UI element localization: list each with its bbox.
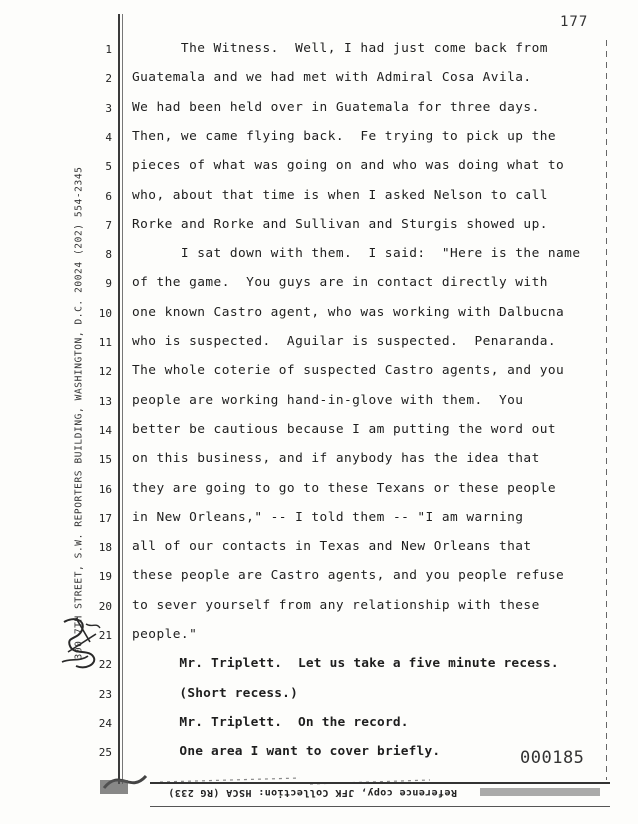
line-number: 23 — [98, 688, 112, 701]
transcript-line: they are going to go to these Texans or these people — [132, 481, 557, 496]
transcript-line: who is suspected. Aguilar is suspected. Penaranda. — [132, 334, 557, 349]
transcript-line: Then, we came flying back. Fe trying to pick up the — [132, 129, 557, 144]
line-number: 19 — [98, 570, 112, 583]
transcript-line: to sever yourself from any relationship with these — [132, 598, 540, 613]
line-number: 20 — [98, 600, 112, 613]
line-number: 7 — [105, 219, 112, 232]
line-number: 12 — [98, 365, 112, 378]
line-number: 15 — [98, 453, 112, 466]
reference-stamp: Reference copy, JFK Collection: HSCA (RG 233) — [168, 787, 457, 798]
transcript-line: One area I want to cover briefly. — [132, 744, 441, 759]
transcript-line: Mr. Triplett. On the record. — [132, 715, 409, 730]
line-number: 4 — [105, 131, 112, 144]
transcript-line: these people are Castro agents, and you people refuse — [132, 568, 565, 583]
left-margin-rule — [118, 14, 120, 784]
line-number: 13 — [98, 395, 112, 408]
transcript-line: We had been held over in Guatemala for three days. — [132, 100, 540, 115]
reporter-imprint: 300 7TH STREET, S.W. REPORTERS BUILDING, WASHINGTON, D.C. 20024 (202) 554-2345 — [73, 166, 85, 660]
transcript-line: The Witness. Well, I had just come back from — [132, 41, 548, 56]
transcript-line: of the game. You guys are in contact directly with — [132, 275, 548, 290]
line-number: 10 — [98, 307, 112, 320]
transcript-line: Guatemala and we had met with Admiral Cosa Avila. — [132, 70, 532, 85]
transcript-line: who, about that time is when I asked Nelson to call — [132, 188, 548, 203]
right-margin-rule — [606, 40, 607, 780]
line-number: 2 — [105, 72, 112, 85]
line-number: 5 — [105, 160, 112, 173]
transcript-line: one known Castro agent, who was working with Dalbucna — [132, 305, 565, 320]
transcript-line: (Short recess.) — [132, 686, 298, 701]
document-control-number: 000185 — [520, 748, 585, 768]
line-number: 3 — [105, 102, 112, 115]
handwritten-mark — [56, 612, 106, 674]
line-number: 1 — [105, 43, 112, 56]
transcript-line: The whole coterie of suspected Castro agents, and you — [132, 363, 565, 378]
line-number: 25 — [98, 746, 112, 759]
line-number: 22 — [98, 658, 112, 671]
line-number: 11 — [98, 336, 112, 349]
line-number: 21 — [98, 629, 112, 642]
line-number: 24 — [98, 717, 112, 730]
transcript-line: in New Orleans," -- I told them -- "I am warning — [132, 510, 524, 525]
transcript-line: people are working hand-in-glove with them. You — [132, 393, 524, 408]
transcript-line: Mr. Triplett. Let us take a five minute recess. — [132, 656, 559, 671]
line-number: 8 — [105, 248, 112, 261]
transcript-line: better be cautious because I am putting the word out — [132, 422, 557, 437]
line-number: 16 — [98, 483, 112, 496]
line-number: 6 — [105, 190, 112, 203]
page-number: 177 — [560, 14, 589, 30]
left-margin-rule-inner — [122, 14, 123, 784]
transcript-line: Rorke and Rorke and Sullivan and Sturgis showed up. — [132, 217, 548, 232]
line-number: 17 — [98, 512, 112, 525]
line-number: 18 — [98, 541, 112, 554]
transcript-line: people." — [132, 627, 198, 642]
transcript-line: all of our contacts in Texas and New Orleans that — [132, 539, 532, 554]
line-number: 14 — [98, 424, 112, 437]
transcript-line: pieces of what was going on and who was doing what to — [132, 158, 565, 173]
transcript-line: I sat down with them. I said: "Here is the name — [132, 246, 581, 261]
transcript-line: on this business, and if anybody has the idea that — [132, 451, 540, 466]
line-number: 9 — [105, 277, 112, 290]
